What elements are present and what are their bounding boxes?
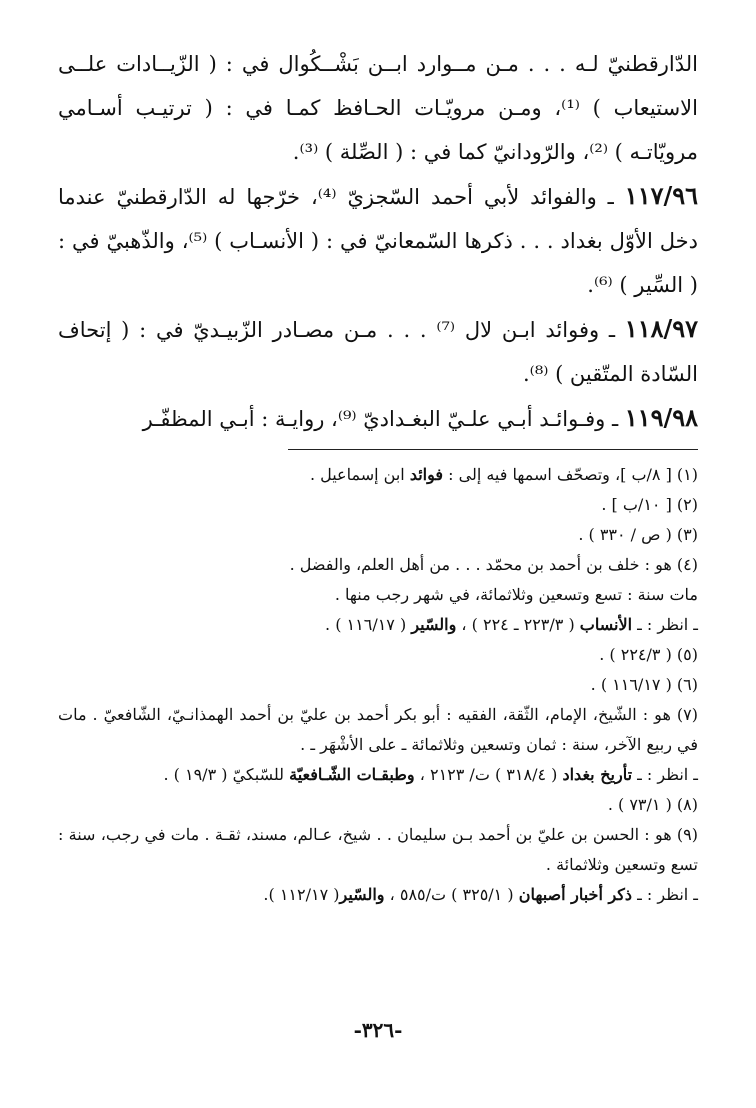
footnote-1 bbox=[58, 460, 698, 490]
footnote-3: (٣) ( ص / ٣٣٠ ) . bbox=[578, 525, 698, 544]
footnote-bold: والسّير bbox=[411, 615, 457, 634]
footnote-8: (٨) ( ٧٣/١ ) . bbox=[607, 795, 698, 814]
entry-number: ١١٨/٩٧ bbox=[624, 314, 699, 343]
footnote-bold: الأنساب bbox=[579, 615, 633, 634]
entry-text: ـ وفوائد ابـن لال ⁽⁷⁾ . . . مـن مصـادر الزّبيـديّ في : ( إتحاف السّادة المتّقين ) ⁽⁸⁾. bbox=[58, 318, 698, 386]
footnote-6: (٦) ( ١١٦/١٧ ) . bbox=[590, 675, 698, 694]
footnote-4: (٤) هو : خلف بن أحمد بن محمّد . . . من أهل العلم، والفضل . bbox=[289, 555, 698, 574]
entry-text: ـ وفـوائـد أبـي علـيّ البغـداديّ ⁽⁹⁾، روايـة : أبـي المظفّـر bbox=[142, 407, 625, 431]
footnote-4-refs bbox=[58, 610, 698, 640]
footnote-text: ( ٣٢٥/١ ) ت/٥٨٥ ، bbox=[384, 885, 519, 904]
footnote-4-death: مات سنة : تسع وتسعين وثلاثمائة، في شهر رجب منها . bbox=[334, 585, 698, 604]
footnote-text: ( ١١٦/١٧ ) . bbox=[325, 615, 412, 634]
footnote-bold: فوائد bbox=[409, 465, 444, 484]
entry-number: ١١٩/٩٨ bbox=[624, 403, 698, 432]
paragraph-continuation: الدّارقطنيّ لـه . . . مـن مــوارد ابــن بَشْــكُوال في : ( الزّيــادات علــى الاستيعاب ) ⁽¹⁾، ومـن مرويّـات الحـافظ كمـا في : ( ترتيـب أسـامي مرويّاتـه ) ⁽²⁾، والرّودانيّ كما في : ( الصِّلة ) ⁽³⁾. bbox=[58, 52, 698, 164]
footnote-text: ابن إسماعيل . bbox=[309, 465, 410, 484]
entry-118 bbox=[58, 307, 698, 396]
footnotes bbox=[58, 460, 698, 910]
footnote-2: (٢) [ ١٠/ب ] . bbox=[601, 495, 698, 514]
entry-number: ١١٧/٩٦ bbox=[624, 181, 699, 210]
entry-119 bbox=[58, 396, 698, 441]
footnote-9-refs bbox=[58, 880, 698, 910]
footnote-text: ( ٢٢٣/٣ ـ ٢٢٤ ) ، bbox=[456, 615, 580, 634]
footnote-divider bbox=[288, 449, 698, 450]
footnote-bold: ذكر أخبار أصبهان bbox=[518, 885, 633, 904]
main-text bbox=[58, 42, 698, 441]
footnote-5: (٥) ( ٢٢٤/٣ ) . bbox=[599, 645, 698, 664]
footnote-text: ـ انظر : ـ bbox=[632, 885, 698, 904]
footnote-text: ـ انظر : ـ bbox=[632, 615, 698, 634]
entry-117 bbox=[58, 174, 698, 307]
book-page bbox=[58, 42, 698, 910]
entry-text: ـ والفوائد لأبي أحمد السّجزيّ ⁽⁴⁾، خرّجها له الدّارقطنيّ عندما دخل الأوّل بغداد . . . ذكرها السّمعانيّ في : ( الأنسـاب ) ⁽⁵⁾، والذّهبيّ في : ( السِّير ) ⁽⁶⁾. bbox=[58, 185, 698, 297]
footnote-bold: تأريخ بغداد bbox=[562, 765, 633, 784]
footnote-text: للسّبكيّ ( ١٩/٣ ) . bbox=[163, 765, 290, 784]
page-number: -٣٢٦- bbox=[353, 1018, 403, 1042]
footnote-bold: وطبقـات الشّـافعيّة bbox=[289, 765, 415, 784]
footnote-9: (٩) هو : الحسن بن عليّ بن أحمد بـن سليمان . . شيخ، عـالم، مسند، ثقـة . مات في رجب، سنة : تسع وتسعين وثلاثمائة . bbox=[58, 825, 698, 874]
footnote-text: (١) [ ٨/ب ]، وتصحّف اسمها فيه إلى : bbox=[443, 465, 698, 484]
footnote-text: ـ انظر : ـ bbox=[632, 765, 698, 784]
footnote-7: (٧) هو : الشّيخ، الإمام، الثّقة، الفقيه : أبو بكر أحمد بن عليّ بن أحمد الهمذانـيّ، الشّافعيّ . مات في ربيع الآخر، سنة : ثمان وتسعين وثلاثمائة ـ على الأشْهَر ـ . bbox=[58, 705, 698, 754]
footnote-bold: والسّير bbox=[339, 885, 385, 904]
footnote-text: ( ٣١٨/٤ ) ت/ ٢١٢٣ ، bbox=[414, 765, 563, 784]
footnote-text: ( ١١٢/١٧ ). bbox=[263, 885, 340, 904]
footnote-7-refs bbox=[58, 760, 698, 790]
